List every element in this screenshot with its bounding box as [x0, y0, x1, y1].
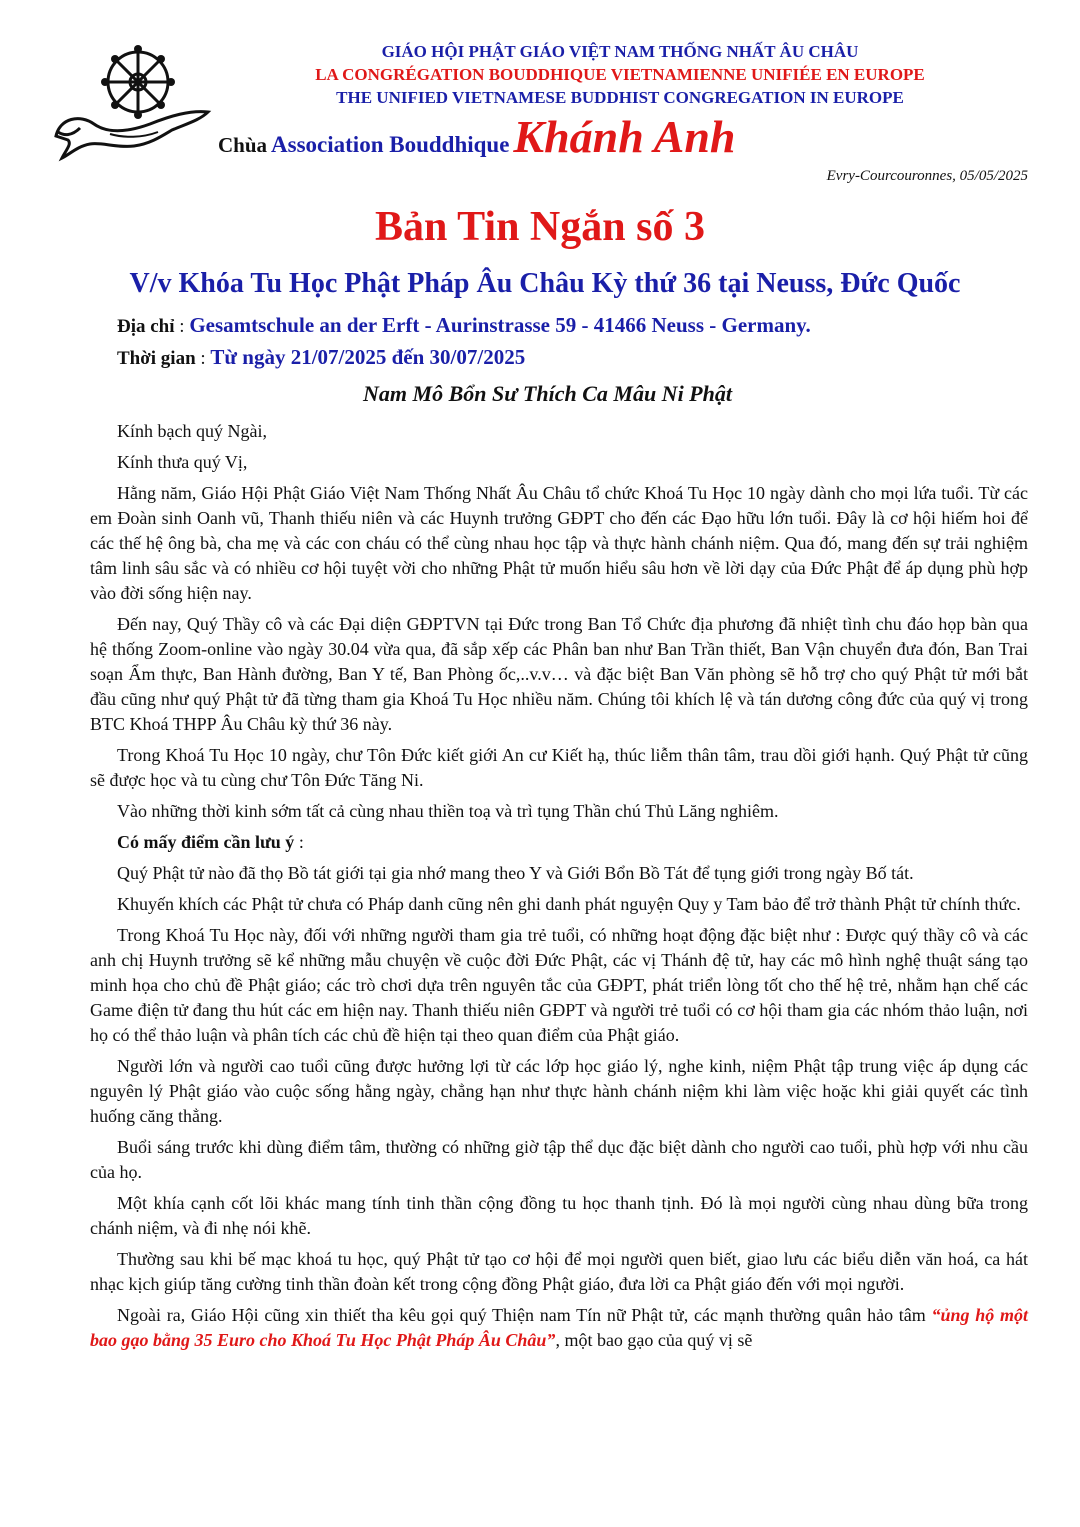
note-paragraph: Thường sau khi bế mạc khoá tu học, quý Phật tử tạo cơ hội để mọi người quen biết, giao lưu các biểu diễn văn hoá, ca hát nhạc kịch giúp tăng cường tinh thần đoàn kết trong cộng đồng Phật giáo, đưa lời ca Phật giáo đến với mọi người. [90, 1249, 1028, 1294]
time-value: Từ ngày 21/07/2025 đến 30/07/2025 [210, 345, 526, 369]
note-paragraph: Buổi sáng trước khi dùng điểm tâm, thường có những giờ tập thể dục đặc biệt dành cho người cao tuổi, phù hợp với nhu cầu của họ. [90, 1137, 1028, 1182]
address-value: Gesamtschule an der Erft - Aurinstrasse 59 - 41466 Neuss - Germany. [189, 313, 811, 337]
dateline: Evry-Courcouronnes, 05/05/2025 [826, 168, 1028, 184]
org-name-english: THE UNIFIED VIETNAMESE BUDDHIST CONGREGATION IN EUROPE [336, 88, 904, 107]
organization-names [230, 40, 1010, 109]
org-name-french: LA CONGRÉGATION BOUDDHIQUE VIETNAMIENNE UNIFIÉE EN EUROPE [315, 65, 925, 84]
note-paragraph: Quý Phật tử nào đã thọ Bồ tát giới tại gia nhớ mang theo Y và Giới Bổn Bồ Tát để tụng giới trong ngày Bố tát. [117, 863, 914, 883]
notes-heading-line [90, 830, 1028, 855]
salutation: Kính bạch quý Ngài, [117, 421, 267, 441]
address-separator: : [174, 316, 190, 337]
note-paragraph: Khuyến khích các Phật tử chưa có Pháp danh cũng nên ghi danh phát nguyện Quy y Tam bảo để trở thành Phật tử chính thức. [117, 894, 1021, 914]
pagoda-name: Khánh Anh [513, 111, 736, 162]
paragraph: Vào những thời kinh sớm tất cả cùng nhau thiền toạ và trì tụng Thần chú Thủ Lăng nghiêm. [117, 801, 779, 821]
final-text-before: Ngoài ra, Giáo Hội cũng xin thiết tha kêu gọi quý Thiện nam Tín nữ Phật tử, các mạnh thường quân hảo tâm [117, 1305, 932, 1325]
paragraph: Trong Khoá Tu Học 10 ngày, chư Tôn Đức kiết giới An cư Kiết hạ, thúc liễm thân tâm, trau dồi giới hạnh. Quý Phật tử cũng sẽ được học và tu cùng chư Tôn Đức Tăng Ni. [90, 745, 1028, 790]
paragraph: Đến nay, Quý Thầy cô và các Đại diện GĐPTVN tại Đức trong Ban Tổ Chức địa phương đã nhiệt tình chu đáo họp bàn qua hệ thống Zoom-online vào ngày 30.04 vừa qua, đã sắp xếp các Phân ban như Ban Trần thiết, Ban Vận chuyển đưa đón, Ban Trai soạn Ẩm thực, Ban Hành đường, Ban Y tế, Ban Phòng ốc,..v.v… và đặc biệt Ban Văn phòng sẽ hỗ trợ cho quý Phật tử mới bắt đầu cũng như quý Phật tử đã từng tham gia Khoá Tu Học nhiều năm. Chúng tôi khích lệ và tán dương công đức của quý vị trong BTC Khoá THPP Âu Châu kỳ thứ 36 này. [90, 614, 1028, 734]
donation-appeal: “ủng hộ một bao gạo bằng 35 Euro cho Khoá Tu Học Phật Pháp Âu Châu” [90, 1305, 1028, 1350]
bulletin-subtitle: V/v Khóa Tu Học Phật Pháp Âu Châu Kỳ thứ 36 tại Neuss, Đức Quốc [129, 268, 961, 299]
time-separator: : [195, 348, 211, 369]
final-text-after: , một bao gạo của quý vị sẽ [555, 1330, 753, 1350]
time-label: Thời gian [117, 348, 196, 369]
paragraph: Hằng năm, Giáo Hội Phật Giáo Việt Nam Thống Nhất Âu Châu tổ chức Khoá Tu Học 10 ngày dành cho mọi lứa tuổi. Từ các em Đoàn sinh Oanh vũ, Thanh thiếu niên và các Huynh trưởng GĐPT cho đến các Đạo hữu lớn tuổi. Đây là cơ hội hiếm hoi để các thế hệ ông bà, cha mẹ và các con cháu có thể cùng nhau học tập và thực hành chánh niệm. Qua đó, mang đến sự trải nghiệm tâm linh sâu sắc và có nhiều cơ hội tuyệt vời cho những Phật tử muốn hiểu sâu hơn về lời dạy của Đức Phật để áp dụng phù hợp vào đời sống hiện nay. [90, 483, 1028, 603]
address-line [117, 313, 811, 338]
final-paragraph [90, 1303, 1028, 1353]
org-name-vietnamese: GIÁO HỘI PHẬT GIÁO VIỆT NAM THỐNG NHẤT ÂU CHÂU [381, 42, 859, 61]
pagoda-association: Association Bouddhique [271, 132, 510, 157]
salutation: Kính thưa quý Vị, [117, 452, 248, 472]
bulletin-title: Bản Tin Ngắn số 3 [375, 204, 705, 250]
note-paragraph: Người lớn và người cao tuổi cũng được hưởng lợi từ các lớp học giáo lý, nghe kinh, niệm Phật tập trung việc áp dụng các nguyên lý Phật giáo vào cuộc sống hằng ngày, chẳng hạn như thực hành chánh niệm khi làm việc hoặc khi giải quyết các tình huống căng thẳng. [90, 1056, 1028, 1126]
notes-heading-suffix: : [294, 832, 304, 852]
pagoda-prefix: Chùa [218, 133, 268, 157]
pagoda-name-line [218, 110, 736, 163]
notes-heading: Có mấy điểm cần lưu ý [117, 832, 295, 852]
letter-body [90, 419, 1028, 1359]
address-label: Địa chỉ [117, 316, 175, 337]
note-paragraph: Trong Khoá Tu Học này, đối với những người tham gia trẻ tuổi, có những hoạt động đặc biệt như : Được quý thầy cô và các anh chị Huynh trưởng sẽ kể những mẫu chuyện về cuộc đời Đức Phật, các vị Thánh đệ tử, hay các mô hình nghệ thuật sáng tạo minh họa cho chủ đề Phật giáo; các trò chơi dựa trên nguyên tắc của GĐPT, phát triển lòng tốt cho thế hệ trẻ, nhằm hạn chế các Game điện tử đang thu hút các em hiện nay. Thanh thiếu niên GĐPT và người trẻ tuổi có cơ hội tham gia các nhóm thảo luận, nơi họ có thể thảo luận và phân tích các chủ đề hiện tại theo quan điểm của Phật giáo. [90, 925, 1028, 1045]
time-line [117, 345, 525, 370]
note-paragraph: Một khía cạnh cốt lõi khác mang tính tinh thần cộng đồng tu học thanh tịnh. Đó là mọi người cùng nhau dùng bữa trong chánh niệm, và đi nhẹ nói khẽ. [90, 1193, 1028, 1238]
invocation: Nam Mô Bổn Sư Thích Ca Mâu Ni Phật [363, 381, 732, 406]
dharma-wheel-logo [50, 40, 212, 162]
